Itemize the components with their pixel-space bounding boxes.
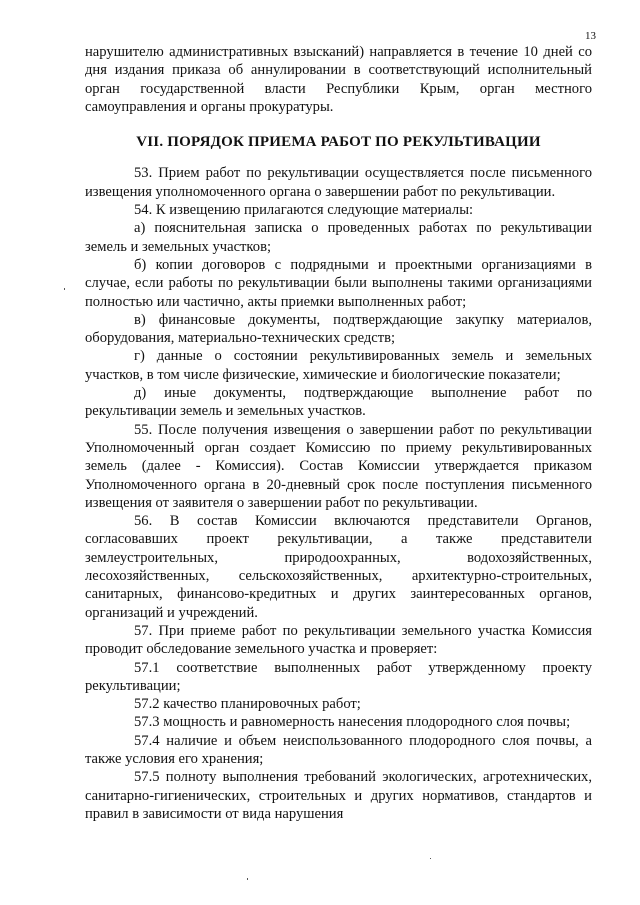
- paragraph-57-4: 57.4 наличие и объем неиспользованного плодородного слоя почвы, а также условия его хранения;: [85, 732, 592, 767]
- paragraph-57-2: 57.2 качество планировочных работ;: [134, 696, 361, 713]
- paragraph-57: 57. При приеме работ по рекультивации земельного участка Комиссия проводит обследование земельного участка и проверяет:: [85, 622, 592, 658]
- paragraph-53: 53. Прием работ по рекультивации осуществляется после письменного извещения уполномоченного органа о завершении работ по рекультивации.: [85, 165, 592, 200]
- paragraph-54: 54. К извещению прилагаются следующие материалы:: [134, 202, 474, 219]
- list-item-a: а) пояснительная записка о проведенных работах по рекультивации земель и земельных участков;: [85, 220, 592, 255]
- paragraph-55: 55. После получения извещения о завершении работ по рекультивации Уполномоченный орган создает Комиссию по приему рекультивированных земель (далее - Комиссия). Состав Комиссии утверждается приказом Уполномоченного органа в 20-дневный срок после поступления письменного извещения от заявителя о завершении работ по рекультивации.: [85, 421, 592, 511]
- paragraph-57-3: 57.3 мощность и равномерность нанесения плодородного слоя почвы;: [134, 714, 571, 731]
- page-number: 13: [585, 30, 596, 42]
- list-item-v: в) финансовые документы, подтверждающие закупку материалов, оборудования, материально-технических средств;: [85, 311, 592, 347]
- scan-speck: [247, 878, 248, 880]
- continued-paragraph: нарушителю административных взысканий) направляется в течение 10 дней со дня издания приказа об аннулировании в соответствующий исполнительный орган государственной власти Республики Крым, орган местного самоуправления и органы прокуратуры.: [85, 44, 592, 115]
- scan-speck: [64, 288, 65, 290]
- paragraph-56: 56. В состав Комиссии включаются представители Органов, согласовавших проект рекультивации, а также представители землеустроительных, природоохранных, водохозяйственных, лесохозяйственных, сельскохозяйственных, архитектурно-строительных, санитарных, финансово-кредитных и других заинтересованных органов, организаций и учреждений.: [85, 513, 592, 621]
- paragraph-57-1: 57.1 соответствие выполненных работ утвержденному проекту рекультивации;: [85, 659, 592, 694]
- list-item-g: г) данные о состоянии рекультивированных земель и земельных участков, в том числе физические, химические и биологические показатели;: [85, 348, 592, 383]
- document-body: [85, 43, 592, 823]
- list-item-d: д) иные документы, подтверждающие выполнение работ по рекультивации земель и земельных участков.: [85, 385, 592, 420]
- scan-speck: [430, 858, 431, 859]
- section-heading: VII. ПОРЯДОК ПРИЕМА РАБОТ ПО РЕКУЛЬТИВАЦИИ: [136, 134, 541, 151]
- paragraph-57-5: 57.5 полноту выполнения требований экологических, агротехнических, санитарно-гигиенических, строительных и других нормативов, стандартов и правил в зависимости от вида нарушения: [85, 769, 592, 822]
- list-item-b: б) копии договоров с подрядными и проектными организациями в случае, если работы по рекультивации были выполнены такими организациями полностью или частично, акты приемки выполненных работ;: [85, 256, 592, 310]
